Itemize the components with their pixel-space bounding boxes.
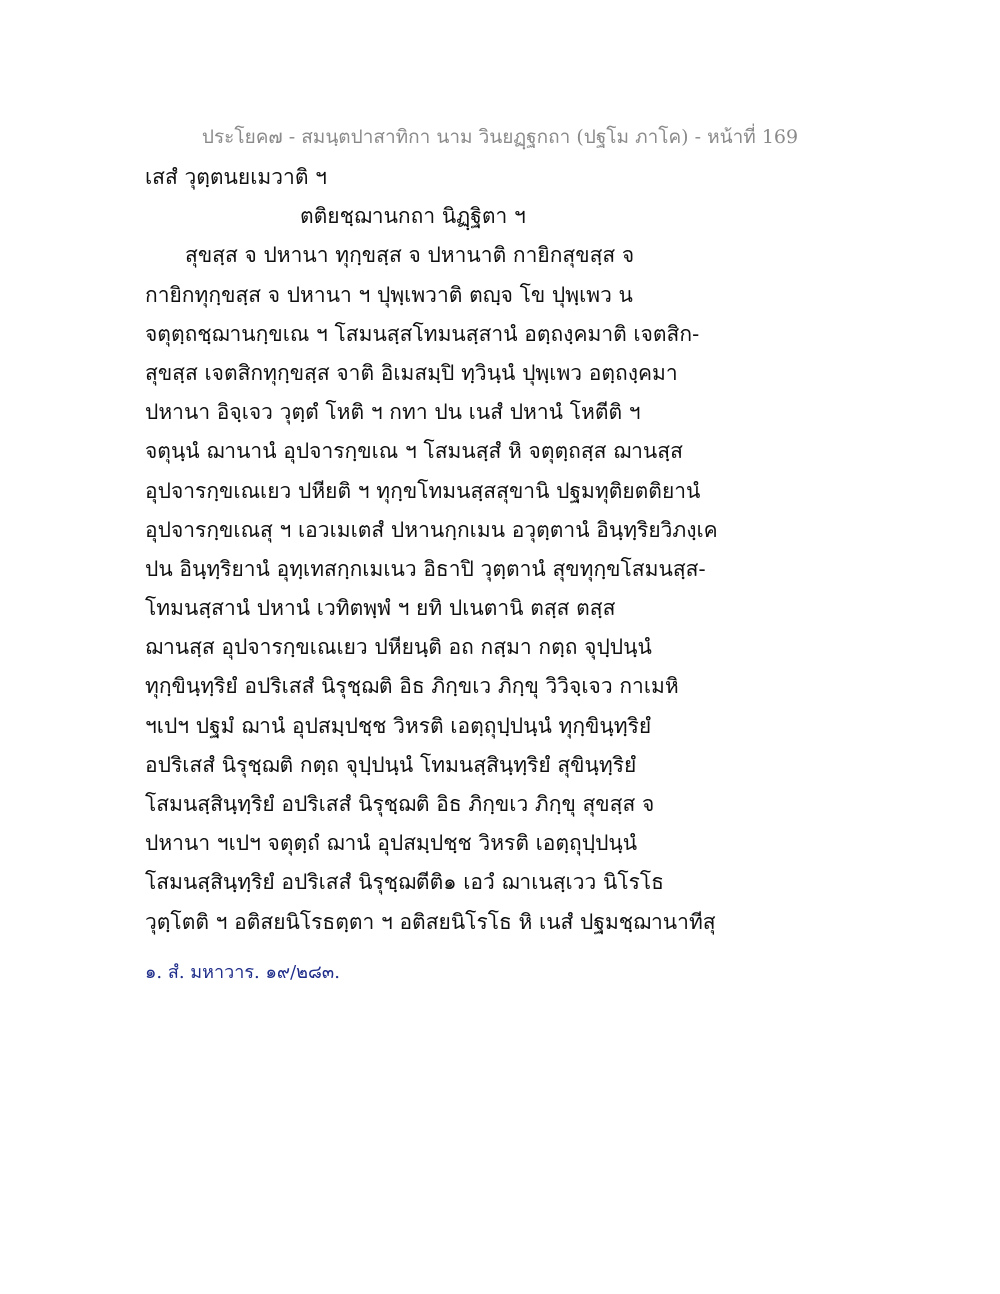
text-line: ฯเปฯ ปฐมํ ฌานํ อุปสมฺปชฺช วิหรติ เอตฺถุปฺปนฺนํ ทุกฺขินฺทฺริยํ xyxy=(145,713,652,738)
running-header: ประโยค๗ - สมนฺตปาสาทิกา นาม วินยฏฺฐกถา (ปฐโม ภาโค) - หน้าที่ 169 xyxy=(201,126,799,148)
text-line: ปหานา อิจฺเจว วุตฺตํ โหติ ฯ กทา ปน เนสํ ปหานํ โหตีติ ฯ xyxy=(145,400,641,425)
text-line: อุปจารกฺขเณสุ ฯ เอวเมเตสํ ปหานกฺกเมน อวุตฺตานํ อินฺทฺริยวิภงฺเค xyxy=(145,517,718,542)
text-line: โทมนสฺสานํ ปหานํ เวทิตพฺพํ ฯ ยทิ ปเนตานิ ตสฺส ตสฺส xyxy=(145,596,616,621)
text-line: กายิกทุกฺขสฺส จ ปหานา ฯ ปุพฺเพวาติ ตญฺจ โข ปุพฺเพว น xyxy=(145,282,633,307)
text-line: ปหานา ฯเปฯ จตุตฺถํ ฌานํ อุปสมฺปชฺช วิหรติ เอตฺถุปฺปนฺนํ xyxy=(145,831,638,856)
section-heading: ตติยชฺฌานกถา นิฏฺฐิตา ฯ xyxy=(300,204,526,229)
text-line: ทุกฺขินฺทฺริยํ อปริเสสํ นิรุชฺฌติ อิธ ภิกฺขเว ภิกฺขุ วิวิจฺเจว กาเมหิ xyxy=(145,674,679,699)
text-line: เสสํ วุตฺตนยเมวาติ ฯ xyxy=(145,165,327,189)
text-line: จตุนฺนํ ฌานานํ อุปจารกฺขเณ ฯ โสมนสฺสํ หิ จตุตฺถสฺส ฌานสฺส xyxy=(145,439,683,464)
text-line: อปริเสสํ นิรุชฺฌติ กตฺถ จุปฺปนฺนํ โทมนสฺสินฺทฺริยํ สุขินฺทฺริยํ xyxy=(145,752,637,777)
text-line: จตุตฺถชฺฌานกฺขเณ ฯ โสมนสฺสโทมนสฺสานํ อตฺถงฺคมาติ เจตสิก- xyxy=(145,321,700,346)
text-line: อุปจารกฺขเณเยว ปหียติ ฯ ทุกฺขโทมนสฺสสุขานิ ปฐมทุติยตติยานํ xyxy=(145,478,701,503)
text-line: โสมนสฺสินฺทฺริยํ อปริเสสํ นิรุชฺฌตีติ๑ เอวํ ฌาเนสฺเวว นิโรโธ xyxy=(145,870,665,895)
paragraph-first-line: สุขสฺส จ ปหานา ทุกฺขสฺส จ ปหานาติ กายิกสุขสฺส จ xyxy=(185,243,635,268)
text-line: ฌานสฺส อุปจารกฺขเณเยว ปหียนฺติ อถ กสฺมา กตฺถ จุปฺปนฺนํ xyxy=(145,635,652,660)
text-line: โสมนสฺสินฺทฺริยํ อปริเสสํ นิรุชฺฌติ อิธ ภิกฺขเว ภิกฺขุ สุขสฺส จ xyxy=(145,792,655,816)
text-line: สุขสฺส เจตสิกทุกฺขสฺส จาติ อิเมสมฺปิ ทฺวินฺนํ ปุพฺเพว อตฺถงฺคมา xyxy=(145,360,678,385)
text-line: ปน อินฺทฺริยานํ อุทฺเทสกฺกเมเนว อิธาปิ วุตฺตานํ สุขทุกฺขโสมนสฺส- xyxy=(145,556,706,581)
body-text xyxy=(145,158,865,942)
footnote: ๑. สํ. มหาวาร. ๑๙/๒๘๓. xyxy=(145,962,340,983)
text-line: วุตฺโตติ ฯ อติสยนิโรธตฺตา ฯ อติสยนิโรโธ หิ เนสํ ปฐมชฺฌานาทีสุ xyxy=(145,909,716,934)
